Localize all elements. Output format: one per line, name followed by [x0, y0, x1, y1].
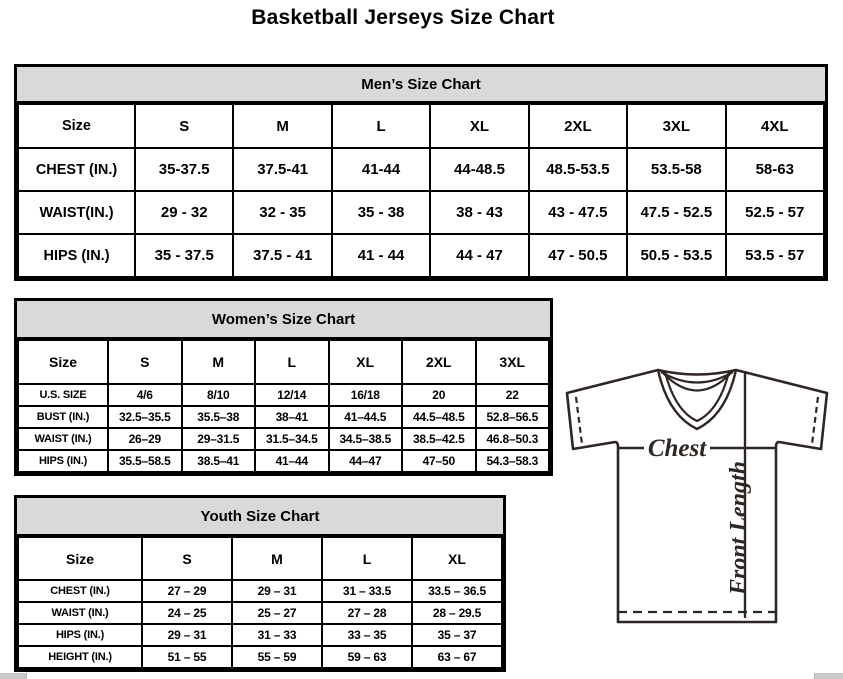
- table-cell: 48.5-53.5: [529, 148, 627, 191]
- scrollbar-fragment-left[interactable]: [0, 673, 27, 679]
- table-cell: 41-44: [332, 148, 430, 191]
- table-cell: 38 - 43: [430, 191, 528, 234]
- table-cell: 38–41: [255, 406, 329, 428]
- row-header: U.S. SIZE: [18, 384, 108, 406]
- table-row: [18, 406, 549, 428]
- row-header: HIPS (IN.): [18, 450, 108, 472]
- table-cell: 35 - 37.5: [135, 234, 233, 277]
- jersey-outline: [567, 370, 827, 622]
- table-cell: 43 - 47.5: [529, 191, 627, 234]
- table-row: [18, 428, 549, 450]
- table-cell: 41–44.5: [329, 406, 403, 428]
- table-cell: 47.5 - 52.5: [627, 191, 725, 234]
- table-row: [18, 234, 824, 277]
- column-header: S: [142, 537, 232, 580]
- column-header: 4XL: [726, 104, 824, 148]
- table-cell: 44-48.5: [430, 148, 528, 191]
- youth-table: [17, 536, 503, 669]
- column-header: S: [135, 104, 233, 148]
- table-cell: 32.5–35.5: [108, 406, 182, 428]
- table-cell: 29 – 31: [142, 624, 232, 646]
- table-cell: 55 – 59: [232, 646, 322, 668]
- column-header-row: [18, 104, 824, 148]
- row-header: CHEST (IN.): [18, 148, 135, 191]
- table-cell: 37.5-41: [233, 148, 331, 191]
- table-cell: 33 – 35: [322, 624, 412, 646]
- page-title: Basketball Jerseys Size Chart: [251, 6, 555, 29]
- table-cell: 27 – 28: [322, 602, 412, 624]
- table-cell: 47–50: [402, 450, 476, 472]
- table-cell: 37.5 - 41: [233, 234, 331, 277]
- table-cell: 54.3–58.3: [476, 450, 550, 472]
- table-cell: 27 – 29: [142, 580, 232, 602]
- table-cell: 53.5-58: [627, 148, 725, 191]
- column-header: L: [332, 104, 430, 148]
- column-header: XL: [329, 340, 403, 384]
- table-cell: 35 – 37: [412, 624, 502, 646]
- row-header: CHEST (IN.): [18, 580, 142, 602]
- scrollbar-fragment-right[interactable]: [814, 673, 843, 679]
- column-header: 3XL: [627, 104, 725, 148]
- womens-size-chart: [14, 298, 553, 476]
- chest-label: Chest: [647, 435, 707, 462]
- mens-size-chart: [14, 64, 828, 281]
- table-cell: 52.8–56.5: [476, 406, 550, 428]
- table-cell: 35-37.5: [135, 148, 233, 191]
- column-header: 3XL: [476, 340, 550, 384]
- corner-header: Size: [18, 537, 142, 580]
- table-row: [18, 450, 549, 472]
- row-header: HIPS (IN.): [18, 234, 135, 277]
- table-row: [18, 384, 549, 406]
- table-row: [18, 148, 824, 191]
- table-cell: 52.5 - 57: [726, 191, 824, 234]
- row-header: HEIGHT (IN.): [18, 646, 142, 668]
- womens-table: [17, 339, 550, 473]
- youth-size-chart: [14, 495, 506, 672]
- table-cell: 34.5–38.5: [329, 428, 403, 450]
- jersey-measurement-diagram: [560, 363, 832, 633]
- table-cell: 29 - 32: [135, 191, 233, 234]
- table-cell: 22: [476, 384, 550, 406]
- row-header: WAIST (IN.): [18, 602, 142, 624]
- table-cell: 33.5 – 36.5: [412, 580, 502, 602]
- table-cell: 28 – 29.5: [412, 602, 502, 624]
- table-cell: 26–29: [108, 428, 182, 450]
- table-row: [18, 580, 502, 602]
- table-cell: 41 - 44: [332, 234, 430, 277]
- row-header: BUST (IN.): [18, 406, 108, 428]
- mens-table-title: Men’s Size Chart: [17, 67, 825, 103]
- table-cell: 29–31.5: [182, 428, 256, 450]
- column-header: 2XL: [402, 340, 476, 384]
- table-cell: 38.5–42.5: [402, 428, 476, 450]
- table-cell: 44 - 47: [430, 234, 528, 277]
- table-cell: 38.5–41: [182, 450, 256, 472]
- column-header: S: [108, 340, 182, 384]
- row-header: WAIST (IN.): [18, 428, 108, 450]
- column-header: XL: [430, 104, 528, 148]
- table-cell: 46.8–50.3: [476, 428, 550, 450]
- column-header: L: [322, 537, 412, 580]
- table-cell: 8/10: [182, 384, 256, 406]
- column-header: 2XL: [529, 104, 627, 148]
- womens-table-title: Women’s Size Chart: [17, 301, 550, 339]
- table-cell: 44–47: [329, 450, 403, 472]
- table-cell: 31.5–34.5: [255, 428, 329, 450]
- column-header-row: [18, 537, 502, 580]
- column-header: M: [233, 104, 331, 148]
- table-cell: 4/6: [108, 384, 182, 406]
- youth-table-title: Youth Size Chart: [17, 498, 503, 536]
- table-cell: 44.5–48.5: [402, 406, 476, 428]
- row-header: HIPS (IN.): [18, 624, 142, 646]
- table-row: [18, 646, 502, 668]
- corner-header: Size: [18, 340, 108, 384]
- table-cell: 25 – 27: [232, 602, 322, 624]
- table-cell: 29 – 31: [232, 580, 322, 602]
- table-cell: 35 - 38: [332, 191, 430, 234]
- table-cell: 58-63: [726, 148, 824, 191]
- row-header: WAIST(IN.): [18, 191, 135, 234]
- table-cell: 63 – 67: [412, 646, 502, 668]
- table-cell: 47 - 50.5: [529, 234, 627, 277]
- column-header: M: [182, 340, 256, 384]
- table-cell: 35.5–58.5: [108, 450, 182, 472]
- table-row: [18, 602, 502, 624]
- table-cell: 51 – 55: [142, 646, 232, 668]
- front-length-label: Front Length: [726, 460, 752, 596]
- table-cell: 12/14: [255, 384, 329, 406]
- table-cell: 41–44: [255, 450, 329, 472]
- table-row: [18, 624, 502, 646]
- table-cell: 50.5 - 53.5: [627, 234, 725, 277]
- table-cell: 31 – 33: [232, 624, 322, 646]
- table-cell: 16/18: [329, 384, 403, 406]
- column-header-row: [18, 340, 549, 384]
- table-row: [18, 191, 824, 234]
- table-cell: 31 – 33.5: [322, 580, 412, 602]
- table-cell: 24 – 25: [142, 602, 232, 624]
- column-header: XL: [412, 537, 502, 580]
- table-cell: 20: [402, 384, 476, 406]
- table-cell: 35.5–38: [182, 406, 256, 428]
- table-cell: 59 – 63: [322, 646, 412, 668]
- table-cell: 53.5 - 57: [726, 234, 824, 277]
- column-header: L: [255, 340, 329, 384]
- corner-header: Size: [18, 104, 135, 148]
- mens-table: [17, 103, 825, 278]
- column-header: M: [232, 537, 322, 580]
- table-cell: 32 - 35: [233, 191, 331, 234]
